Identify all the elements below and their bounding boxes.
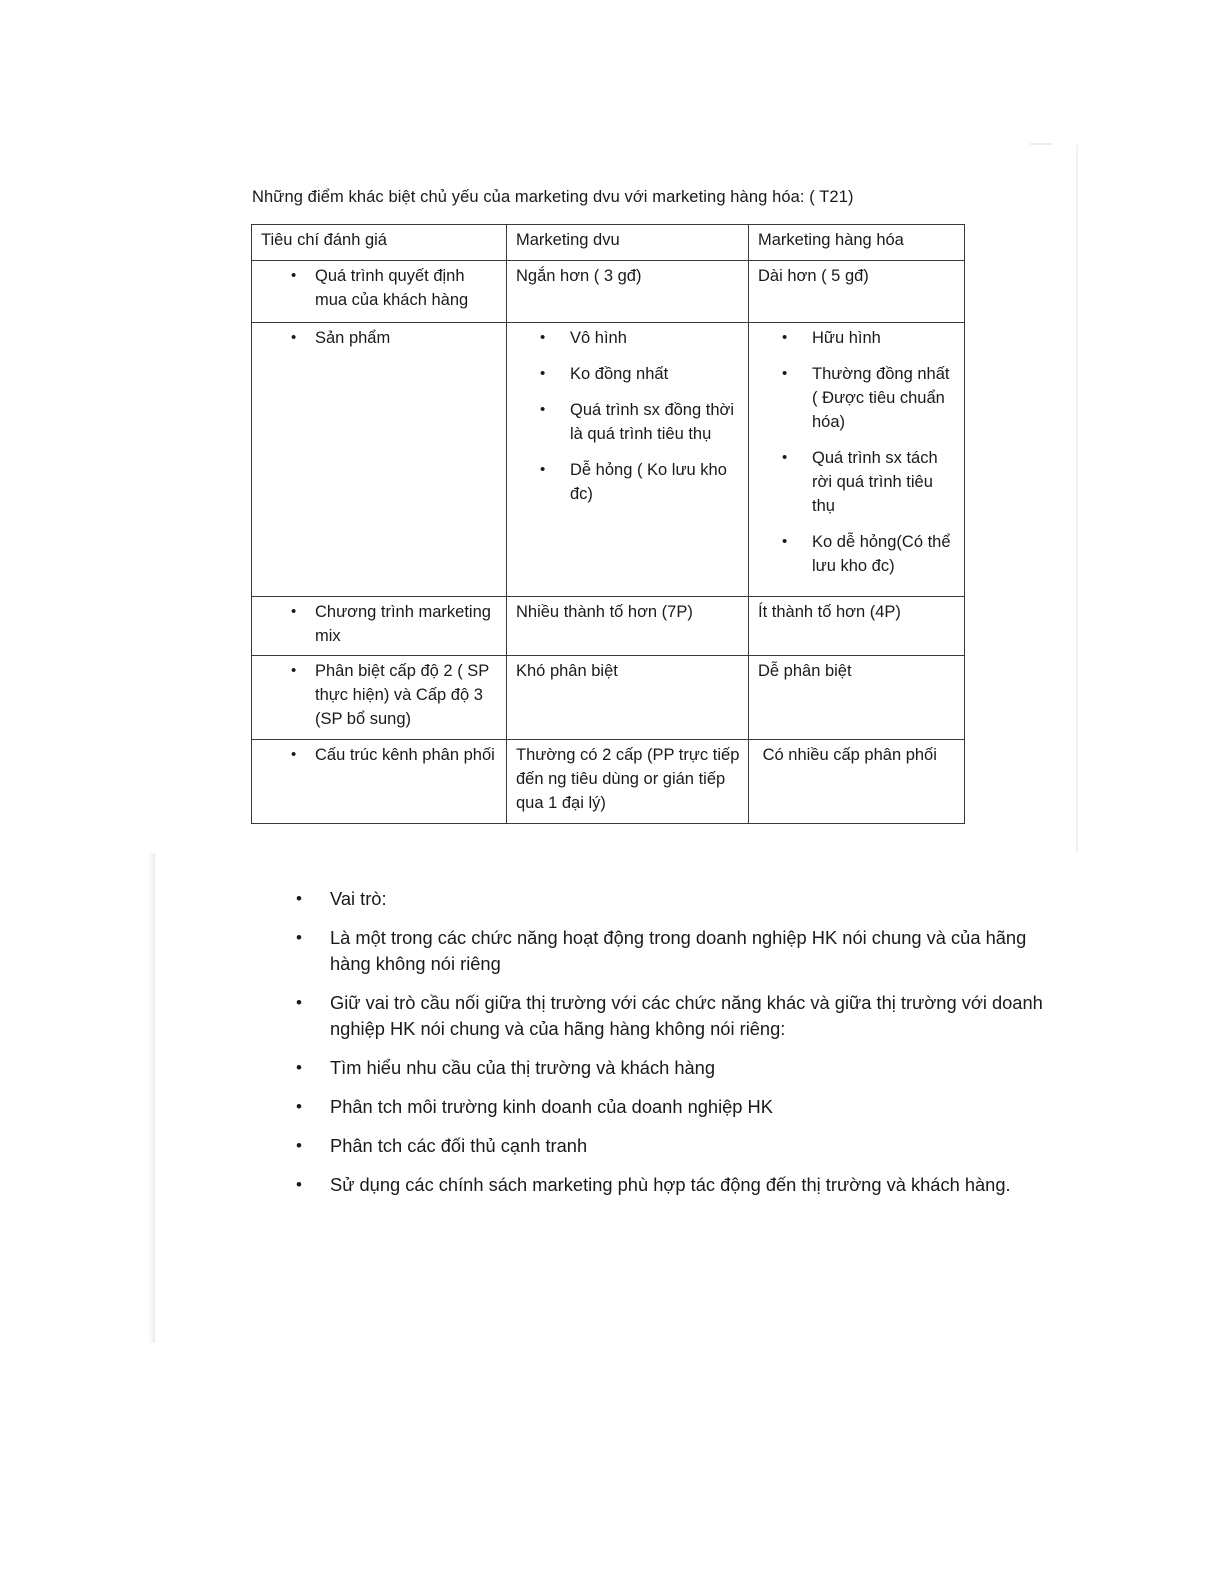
list-item-text: Phân tch các đối thủ cạnh tranh	[330, 1135, 588, 1156]
criterion-cell	[252, 261, 507, 323]
bullet-icon: •	[782, 533, 788, 550]
bullet-icon: •	[296, 928, 302, 947]
table-row	[252, 261, 965, 323]
service-cell: Thường có 2 cấp (PP trực tiếp đến ng tiêu dùng or gián tiếp qua 1 đại lý)	[507, 740, 749, 824]
list-item	[516, 362, 740, 386]
list-item-text: Là một trong các chức năng hoạt động trong doanh nghiệp HK nói chung và của hãng hàng không nói riêng	[330, 927, 1027, 974]
list-item	[758, 530, 956, 578]
bullet-icon: •	[296, 889, 302, 908]
bullet-icon: •	[782, 449, 788, 466]
list-item-text: Vai trò:	[330, 888, 387, 909]
list-item-text: Ko dễ hỏng(Có thể lưu kho đc)	[812, 533, 951, 575]
list-item	[758, 326, 956, 350]
table-header-row	[252, 225, 965, 261]
bullet-icon: •	[291, 603, 297, 620]
service-cell: Ngắn hơn ( 3 gđ)	[507, 261, 749, 323]
list-item-text: Tìm hiểu nhu cầu của thị trường và khách hàng	[330, 1057, 715, 1078]
service-product-list	[516, 326, 740, 506]
bullet-icon: •	[540, 329, 546, 346]
criterion-cell	[252, 740, 507, 824]
list-item	[758, 362, 956, 434]
table-row	[252, 656, 965, 740]
criterion-text: Phân biệt cấp độ 2 ( SP thực hiện) và Cấp độ 3 (SP bổ sung)	[315, 662, 489, 728]
criterion-item	[261, 659, 498, 731]
page-edge-right	[1076, 145, 1078, 853]
goods-product-list	[758, 326, 956, 578]
list-item-text: Vô hình	[570, 329, 627, 347]
bullet-icon: •	[291, 662, 297, 679]
criterion-text: Cấu trúc kênh phân phối	[315, 746, 495, 764]
list-item-text: Phân tch môi trường kinh doanh của doanh nghiệp HK	[330, 1096, 773, 1117]
bullet-icon: •	[291, 267, 297, 284]
comparison-table	[251, 224, 965, 824]
list-item	[516, 398, 740, 446]
list-item-text: Quá trình sx đồng thời là quá trình tiêu thụ	[570, 401, 734, 443]
criterion-text: Sản phẩm	[315, 329, 391, 347]
criterion-item	[261, 743, 498, 767]
list-item-text: Quá trình sx tách rời quá trình tiêu thụ	[812, 449, 938, 515]
bullet-icon: •	[291, 746, 297, 763]
list-item-text: Ko đồng nhất	[570, 365, 669, 383]
bullet-icon: •	[540, 365, 546, 382]
role-bullet-list	[286, 886, 1046, 1211]
list-item	[516, 326, 740, 350]
criterion-item	[261, 264, 498, 312]
criterion-item	[261, 326, 498, 350]
list-item	[286, 1094, 1046, 1120]
bullet-icon: •	[540, 401, 546, 418]
bullet-icon: •	[296, 993, 302, 1012]
table-heading: Những điểm khác biệt chủ yếu của marketing dvu với marketing hàng hóa: ( T21)	[252, 188, 854, 206]
criterion-cell	[252, 597, 507, 656]
list-item	[286, 1133, 1046, 1159]
table-row	[252, 597, 965, 656]
criterion-cell	[252, 656, 507, 740]
list-item-text: Sử dụng các chính sách marketing phù hợp tác động đến thị trường và khách hàng.	[330, 1174, 1011, 1195]
goods-cell: Dễ phân biệt	[749, 656, 965, 740]
list-item-text: Hữu hình	[812, 329, 881, 347]
list-item	[516, 458, 740, 506]
service-cell	[507, 323, 749, 597]
header-goods-marketing: Marketing hàng hóa	[749, 225, 965, 261]
goods-cell: Ít thành tố hơn (4P)	[749, 597, 965, 656]
bullet-icon: •	[296, 1097, 302, 1116]
bullet-icon: •	[782, 365, 788, 382]
list-item-text: Dễ hỏng ( Ko lưu kho đc)	[570, 461, 727, 503]
header-criterion: Tiêu chí đánh giá	[252, 225, 507, 261]
criterion-text: Quá trình quyết định mua của khách hàng	[315, 267, 469, 309]
criterion-cell	[252, 323, 507, 597]
bullet-icon: •	[782, 329, 788, 346]
list-item	[286, 990, 1046, 1042]
bullet-icon: •	[291, 329, 297, 346]
page-edge-left	[148, 853, 155, 1343]
criterion-item	[261, 600, 498, 648]
goods-cell: Dài hơn ( 5 gđ)	[749, 261, 965, 323]
criterion-text: Chương trình marketing mix	[315, 603, 491, 645]
table-row	[252, 323, 965, 597]
list-item	[286, 1172, 1046, 1198]
table-row	[252, 740, 965, 824]
list-item-text: Giữ vai trò cầu nối giữa thị trường với các chức năng khác và giữa thị trường với doanh nghiệp HK nói chung và của hãng hàng không nói riêng:	[330, 992, 1043, 1039]
list-item	[286, 925, 1046, 977]
service-cell: Khó phân biệt	[507, 656, 749, 740]
bullet-icon: •	[296, 1136, 302, 1155]
bullet-icon: •	[296, 1058, 302, 1077]
bullet-icon: •	[296, 1175, 302, 1194]
list-item	[758, 446, 956, 518]
goods-cell: Có nhiều cấp phân phối	[749, 740, 965, 824]
list-item	[286, 886, 1046, 912]
page-edge-mark	[1030, 143, 1052, 145]
list-item-text: Thường đồng nhất ( Được tiêu chuẩn hóa)	[812, 365, 950, 431]
header-service-marketing: Marketing dvu	[507, 225, 749, 261]
bullet-icon: •	[540, 461, 546, 478]
service-cell: Nhiều thành tố hơn (7P)	[507, 597, 749, 656]
goods-cell	[749, 323, 965, 597]
list-item	[286, 1055, 1046, 1081]
